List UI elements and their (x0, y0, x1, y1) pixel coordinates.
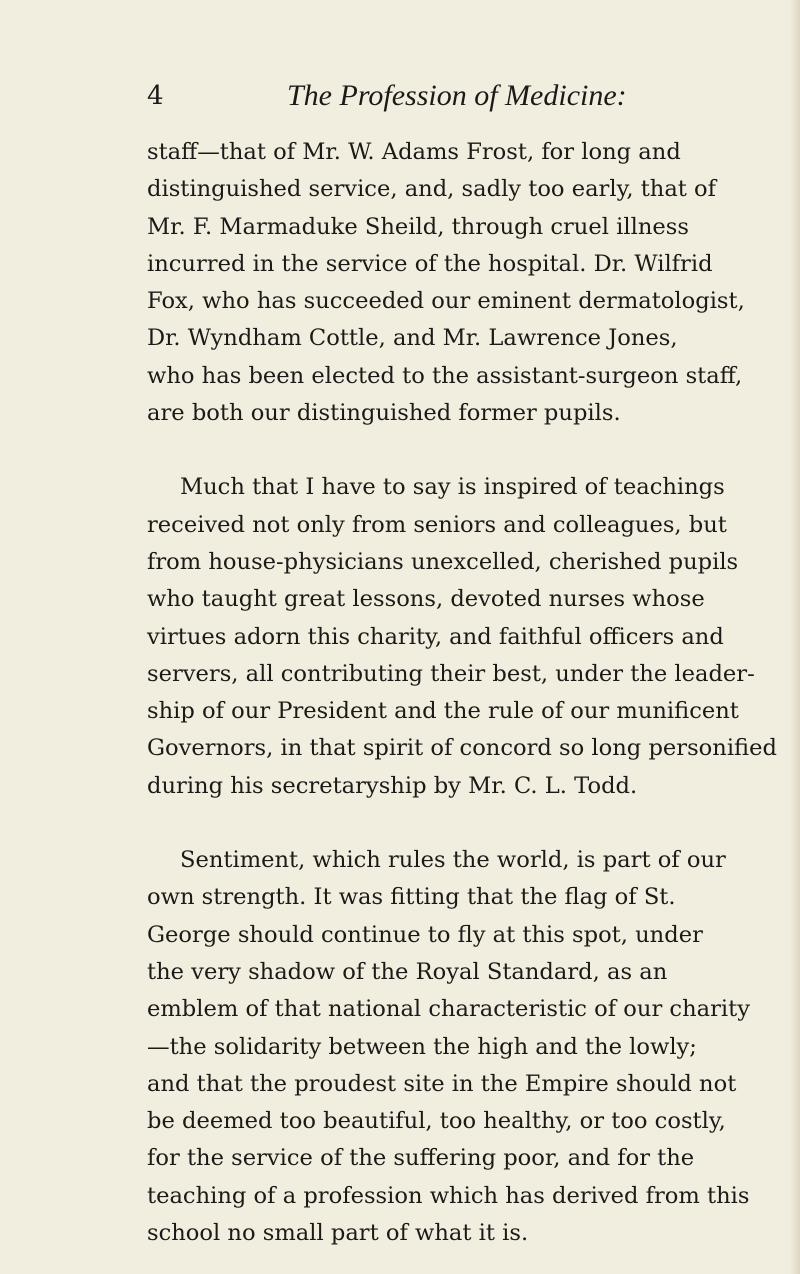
text-line: Fox, who has succeeded our eminent dermatologist, (147, 288, 745, 315)
text-line: —the solidarity between the high and the lowly; (147, 1033, 697, 1060)
text-line: Mr. F. Marmaduke Sheild, through cruel illness (147, 213, 689, 240)
running-title: The Profession of Medicine: (287, 79, 627, 112)
text-line: Dr. Wyndham Cottle, and Mr. Lawrence Jones, (147, 325, 678, 352)
text-line: incurred in the service of the hospital. Dr. Wilfrid (147, 250, 713, 277)
text-line: from house-physicians unexcelled, cherished pupils (147, 548, 739, 575)
body-text (147, 134, 777, 1252)
text-line: for the service of the suffering poor, and for the (147, 1145, 695, 1172)
text-line: George should continue to fly at this spot, under (147, 921, 703, 948)
text-line: teaching of a profession which has derived from this (147, 1182, 750, 1209)
text-line: Much that I have to say is inspired of teachings (180, 474, 725, 501)
running-head (147, 76, 647, 116)
text-line: servers, all contributing their best, under the leader- (147, 660, 755, 687)
text-line: and that the proudest site in the Empire should not (147, 1070, 737, 1097)
text-line: the very shadow of the Royal Standard, as an (147, 958, 668, 985)
text-line: ship of our President and the rule of our munificent (147, 698, 739, 725)
page-edge-shadow (790, 0, 800, 1274)
paragraph-1 (147, 134, 745, 432)
text-line: be deemed too beautiful, too healthy, or too costly, (147, 1108, 726, 1135)
text-line: distinguished service, and, sadly too early, that of (147, 176, 717, 203)
page-number: 4 (147, 81, 164, 111)
text-line: are both our distinguished former pupils. (147, 400, 621, 427)
text-line: Governors, in that spirit of concord so long personified (147, 735, 777, 762)
text-line: who has been elected to the assistant-surgeon staff, (147, 362, 743, 389)
text-line: staff—that of Mr. W. Adams Frost, for long and (147, 139, 681, 165)
text-line: received not only from seniors and colleagues, but (147, 511, 727, 538)
paragraph-2 (147, 469, 777, 805)
text-line: virtues adorn this charity, and faithful officers and (147, 623, 724, 650)
text-line: during his secretaryship by Mr. C. L. Todd. (147, 772, 638, 799)
text-line: Sentiment, which rules the world, is part of our (180, 847, 726, 874)
text-line: emblem of that national characteristic of our charity (147, 996, 750, 1023)
text-line: school no small part of what it is. (147, 1220, 529, 1247)
paragraph-3 (147, 842, 750, 1252)
text-line: own strength. It was fitting that the flag of St. (147, 884, 676, 911)
text-line: who taught great lessons, devoted nurses whose (147, 586, 705, 613)
